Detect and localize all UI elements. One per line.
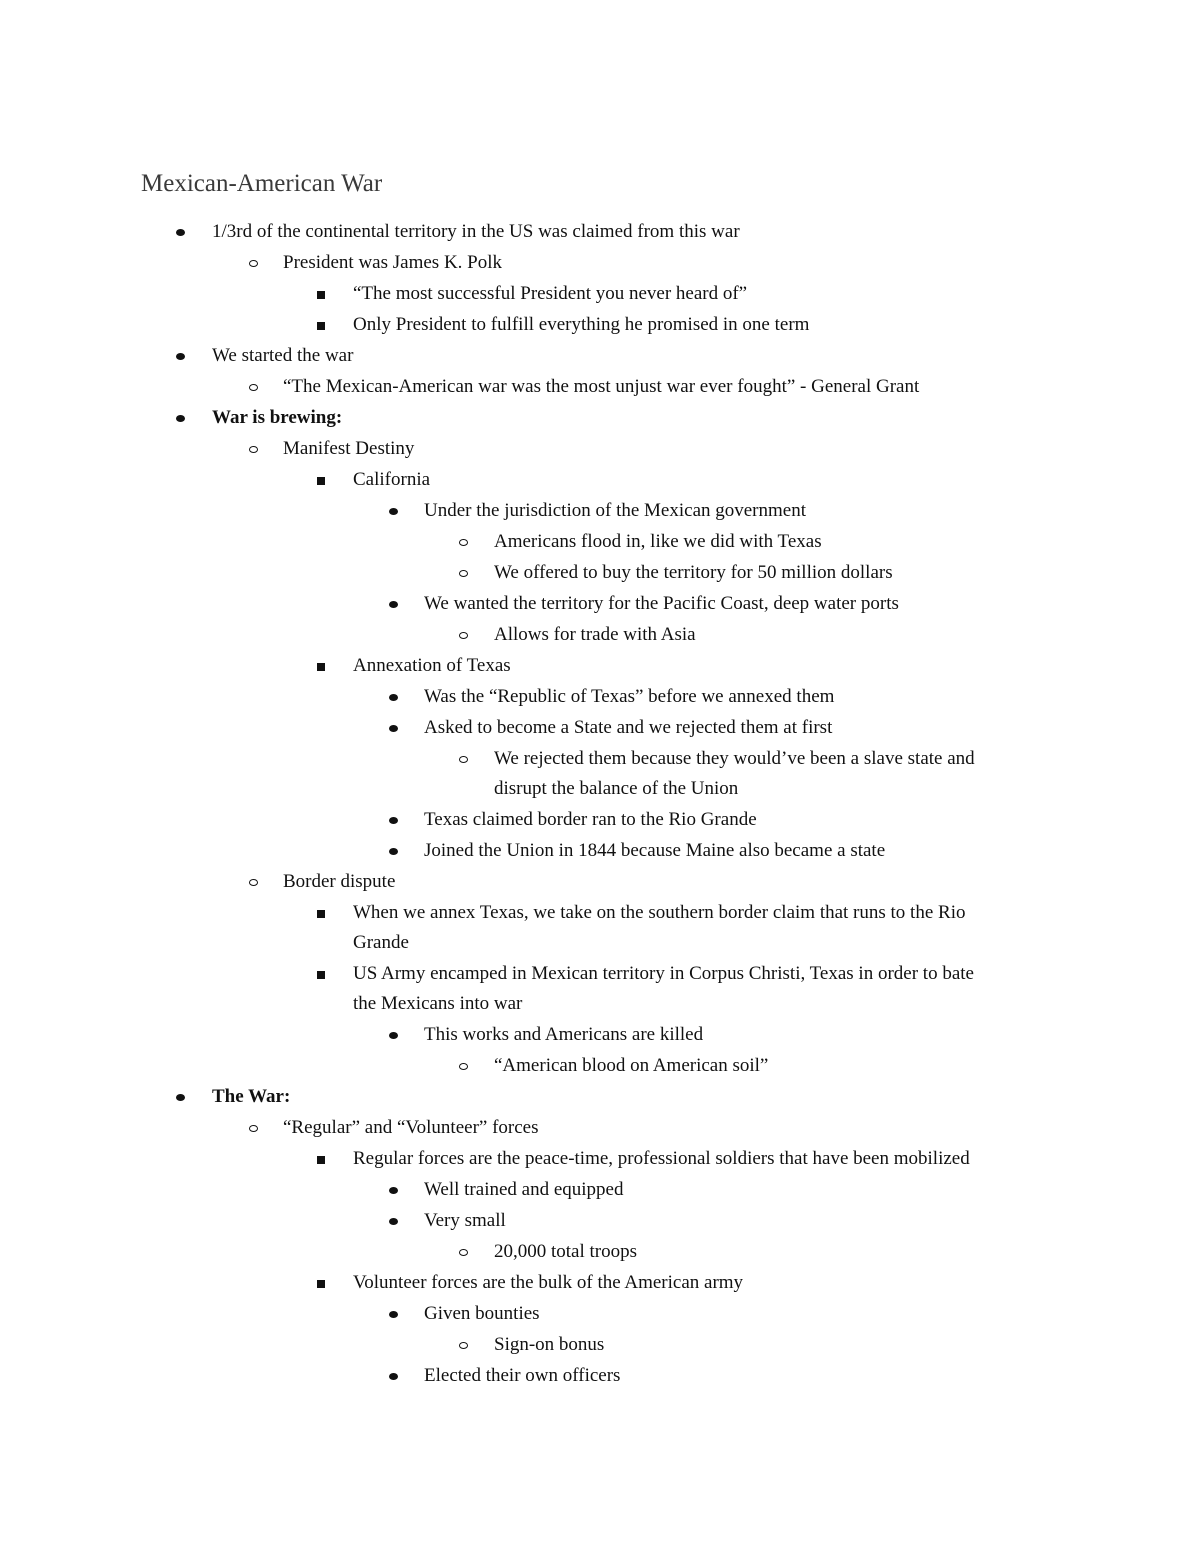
list-item [0, 217, 1200, 247]
list-item-text: Americans flood in, like we did with Texas [494, 531, 822, 552]
list-item [0, 1144, 1200, 1174]
list-item-text: President was James K. Polk [283, 252, 503, 273]
list-item [0, 1237, 1200, 1267]
bullet-circle-icon [459, 1063, 468, 1070]
list-item-text: Elected their own officers [424, 1365, 621, 1386]
bullet-dot-icon [389, 1218, 398, 1225]
bullet-dot-icon [176, 1094, 185, 1101]
list-item [0, 310, 1200, 340]
list-item [0, 341, 1200, 371]
bullet-dot-icon [389, 1373, 398, 1380]
list-item [0, 620, 1200, 650]
list-item-text: This works and Americans are killed [424, 1024, 704, 1045]
list-item-text: California [353, 469, 431, 490]
list-item [0, 558, 1200, 588]
list-item-text: “The most successful President you never heard of” [353, 283, 748, 304]
list-item-text: The War: [212, 1086, 291, 1107]
bullet-dot-icon [389, 817, 398, 824]
list-item [0, 248, 1200, 278]
list-item-text: We rejected them because they would’ve been a slave state and [494, 748, 975, 769]
list-item [0, 1361, 1200, 1391]
bullet-dot-icon [389, 1187, 398, 1194]
list-item-text: Border dispute [283, 871, 396, 892]
list-item [0, 1206, 1200, 1236]
bullet-circle-icon [459, 539, 468, 546]
list-item-text: 1/3rd of the continental territory in the US was claimed from this war [212, 221, 740, 242]
bullet-circle-icon [459, 1249, 468, 1256]
list-item-text: War is brewing: [212, 407, 343, 428]
list-item [0, 465, 1200, 495]
list-item [0, 1268, 1200, 1298]
document-title: Mexican-American War [141, 170, 383, 197]
bullet-dot-icon [176, 229, 185, 236]
bullet-square-icon [317, 291, 325, 299]
list-item-text: We started the war [212, 345, 354, 366]
bullet-square-icon [317, 477, 325, 485]
bullet-circle-icon [249, 879, 258, 886]
list-item-text: Sign-on bonus [494, 1334, 605, 1355]
list-item [0, 1330, 1200, 1360]
bullet-square-icon [317, 663, 325, 671]
list-item-text: Very small [424, 1210, 506, 1231]
list-item-text: Allows for trade with Asia [494, 624, 696, 645]
list-item [0, 1051, 1200, 1081]
list-item-text: When we annex Texas, we take on the southern border claim that runs to the Rio [353, 902, 966, 923]
bullet-circle-icon [249, 260, 258, 267]
bullet-circle-icon [459, 1342, 468, 1349]
list-item-text: Asked to become a State and we rejected them at first [424, 717, 833, 738]
list-item [0, 867, 1200, 897]
bullet-dot-icon [176, 353, 185, 360]
list-item-text: Was the “Republic of Texas” before we annexed them [424, 686, 835, 707]
bullet-square-icon [317, 971, 325, 979]
bullet-circle-icon [249, 384, 258, 391]
list-item-text: “Regular” and “Volunteer” forces [283, 1117, 539, 1138]
list-item [0, 898, 1200, 958]
list-item [0, 403, 1200, 433]
list-item-text: Well trained and equipped [424, 1179, 624, 1200]
bullet-circle-icon [459, 632, 468, 639]
list-item [0, 279, 1200, 309]
list-item [0, 651, 1200, 681]
list-item [0, 805, 1200, 835]
list-item-text: We offered to buy the territory for 50 million dollars [494, 562, 893, 583]
bullet-dot-icon [389, 508, 398, 515]
bullet-circle-icon [249, 1125, 258, 1132]
list-item [0, 434, 1200, 464]
list-item [0, 1020, 1200, 1050]
bullet-dot-icon [389, 1311, 398, 1318]
list-item-text: Only President to fulfill everything he promised in one term [353, 314, 810, 335]
list-item-text-continuation: the Mexicans into war [353, 993, 523, 1014]
bullet-square-icon [317, 1280, 325, 1288]
list-item-text: Joined the Union in 1844 because Maine also became a state [424, 840, 886, 861]
list-item-text: Volunteer forces are the bulk of the American army [353, 1272, 744, 1293]
bullet-dot-icon [389, 1032, 398, 1039]
bullet-square-icon [317, 910, 325, 918]
bullet-square-icon [317, 1156, 325, 1164]
list-item [0, 1082, 1200, 1112]
bullet-dot-icon [389, 848, 398, 855]
list-item-text: “American blood on American soil” [494, 1055, 769, 1076]
list-item [0, 527, 1200, 557]
list-item-text: Texas claimed border ran to the Rio Grande [424, 809, 757, 830]
bullet-dot-icon [176, 415, 185, 422]
list-item [0, 1299, 1200, 1329]
list-item-text: US Army encamped in Mexican territory in Corpus Christi, Texas in order to bate [353, 963, 974, 984]
list-item [0, 959, 1200, 1019]
list-item [0, 1175, 1200, 1205]
bullet-dot-icon [389, 601, 398, 608]
list-item-text: We wanted the territory for the Pacific Coast, deep water ports [424, 593, 899, 614]
bullet-circle-icon [459, 756, 468, 763]
bullet-circle-icon [459, 570, 468, 577]
list-item [0, 836, 1200, 866]
list-item-text-continuation: disrupt the balance of the Union [494, 778, 739, 799]
list-item-text-continuation: Grande [353, 932, 409, 953]
list-item-text: Regular forces are the peace-time, professional soldiers that have been mobilized [353, 1148, 970, 1169]
bullet-circle-icon [249, 446, 258, 453]
list-item-text: Given bounties [424, 1303, 540, 1324]
list-item-text: “The Mexican-American war was the most unjust war ever fought” - General Grant [283, 376, 920, 397]
list-item [0, 682, 1200, 712]
list-item [0, 1113, 1200, 1143]
list-item [0, 713, 1200, 743]
bullet-dot-icon [389, 694, 398, 701]
bullet-square-icon [317, 322, 325, 330]
list-item-text: Manifest Destiny [283, 438, 415, 459]
list-item [0, 744, 1200, 804]
list-item-text: Annexation of Texas [353, 655, 511, 676]
list-item [0, 372, 1200, 402]
list-item-text: Under the jurisdiction of the Mexican government [424, 500, 807, 521]
list-item [0, 496, 1200, 526]
list-item [0, 589, 1200, 619]
list-item-text: 20,000 total troops [494, 1241, 638, 1262]
bullet-dot-icon [389, 725, 398, 732]
